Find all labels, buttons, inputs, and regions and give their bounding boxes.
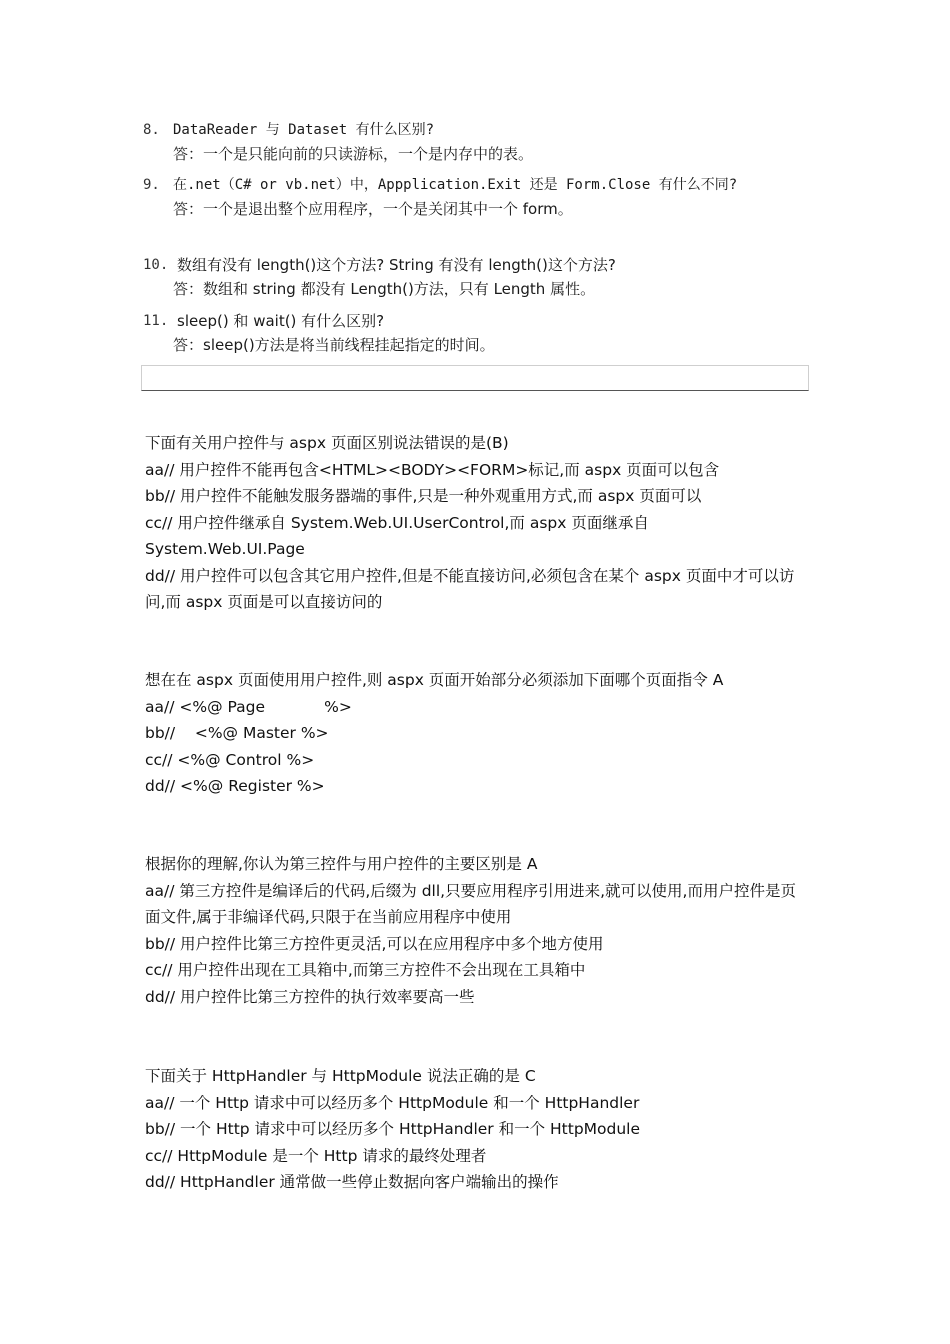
qa-question: 数组有没有 length()这个方法? String 有没有 length()这个方法? xyxy=(177,256,616,274)
qa-question: 在.net（C# or vb.net）中，Appplication.Exit 还是 Form.Close 有什么不同? xyxy=(173,177,738,193)
option-a: aa// 第三方控件是编译后的代码,后缀为 dll,只要应用程序引用进来,就可以使用,而用户控件是页面文件,属于非编译代码,只限于在当前应用程序中使用 xyxy=(145,881,796,926)
question-block xyxy=(145,667,810,800)
qa-item xyxy=(143,173,813,221)
qa-answer: 答：数组和 string 都没有 Length()方法，只有 Length 属性。 xyxy=(173,280,596,298)
qa-number: 10. xyxy=(143,257,169,273)
option-a: aa// 一个 Http 请求中可以经历多个 HttpModule 和一个 HttpHandler xyxy=(145,1093,640,1112)
qa-number: 11. xyxy=(143,313,169,329)
option-c: cc// 用户控件出现在工具箱中,而第三方控件不会出现在工具箱中 xyxy=(145,961,586,979)
option-d: dd// HttpHandler 通常做一些停止数据向客户端输出的操作 xyxy=(145,1173,559,1191)
question-text: 想在在 aspx 页面使用用户控件,则 aspx 页面开始部分必须添加下面哪个页面指令 A xyxy=(145,671,724,689)
option-a: aa// 用户控件不能再包含<HTML><BODY><FORM>标记,而 aspx 页面可以包含 xyxy=(145,460,720,479)
option-b: bb// <%@ Master %> xyxy=(145,724,329,742)
question-text: 下面关于 HttpHandler 与 HttpModule 说法正确的是 C xyxy=(145,1067,536,1085)
qa-item xyxy=(143,253,813,301)
qa-number: 9. xyxy=(143,177,160,193)
qa-question: sleep() 和 wait() 有什么区别? xyxy=(177,312,385,330)
qa-answer: 答：一个是只能向前的只读游标，一个是内存中的表。 xyxy=(173,145,534,163)
section-divider-box xyxy=(141,365,809,391)
option-b: bb// 用户控件不能触发服务器端的事件,只是一种外观重用方式,而 aspx 页面可以 xyxy=(145,487,702,505)
option-c: cc// 用户控件继承自 System.Web.UI.UserControl,而 aspx 页面继承自 System.Web.UI.Page xyxy=(145,513,654,558)
qa-answer: 答：一个是退出整个应用程序，一个是关闭其中一个 form。 xyxy=(173,200,573,218)
question-block xyxy=(145,430,810,616)
option-c: cc// HttpModule 是一个 Http 请求的最终处理者 xyxy=(145,1146,487,1165)
qa-answer: 答：sleep()方法是将当前线程挂起指定的时间。 xyxy=(173,336,495,354)
question-text: 下面有关用户控件与 aspx 页面区别说法错误的是(B) xyxy=(145,434,509,452)
qa-question: DataReader 与 Dataset 有什么区别? xyxy=(173,122,435,138)
qa-number: 8. xyxy=(143,122,160,138)
option-d: dd// <%@ Register %> xyxy=(145,777,325,795)
option-d: dd// 用户控件可以包含其它用户控件,但是不能直接访问,必须包含在某个 aspx 页面中才可以访问,而 aspx 页面是可以直接访问的 xyxy=(145,566,795,611)
option-b: bb// 一个 Http 请求中可以经历多个 HttpHandler 和一个 HttpModule xyxy=(145,1120,641,1138)
option-c: cc// <%@ Control %> xyxy=(145,750,315,769)
qa-item xyxy=(143,118,813,166)
option-a: aa// <%@ Page %> xyxy=(145,697,352,716)
question-text: 根据你的理解,你认为第三控件与用户控件的主要区别是 A xyxy=(145,855,538,873)
option-d: dd// 用户控件比第三方控件的执行效率要高一些 xyxy=(145,987,475,1006)
qa-item xyxy=(143,309,813,357)
question-block xyxy=(145,851,810,1010)
option-b: bb// 用户控件比第三方控件更灵活,可以在应用程序中多个地方使用 xyxy=(145,934,604,953)
question-block xyxy=(145,1063,810,1196)
